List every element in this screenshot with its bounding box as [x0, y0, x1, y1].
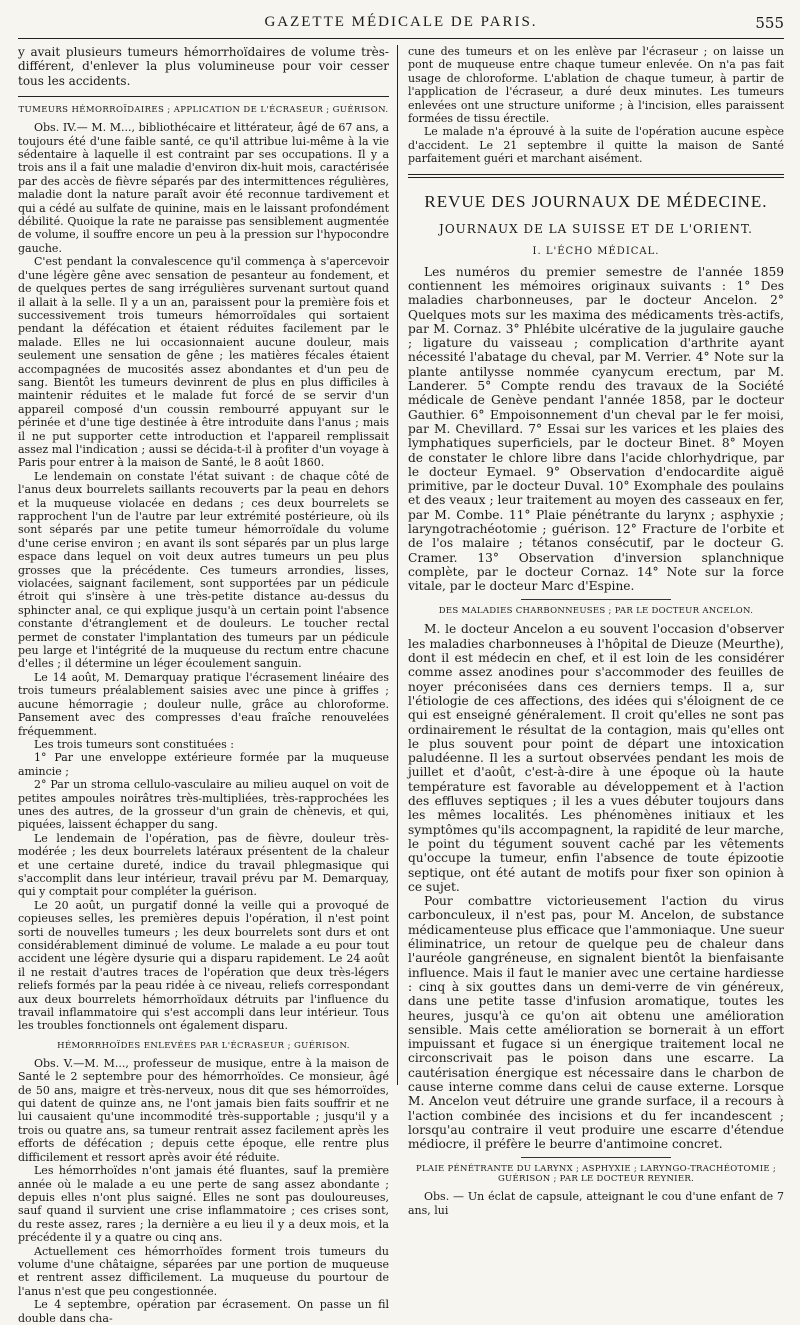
left-column	[18, 45, 398, 1325]
paragraph: Le lendemain de l'opération, pas de fièvre, douleur très-modérée ; les deux bourrelets latéraux présentent de la chaleur et une certaine dureté, indice du travail phlegmasique qui s'accomplit dans leur intérieur, travail prévu par M. Demarquay, qui y comptait pour compléter la guérison.	[18, 831, 389, 899]
divider	[521, 1157, 671, 1158]
revue-subtitle: JOURNAUX DE LA SUISSE ET DE L'ORIENT.	[439, 221, 753, 236]
section-heading: HÉMORRHOÏDES ENLEVÉES PAR L'ÉCRASEUR ; GUÉRISON.	[57, 1040, 350, 1051]
page-number: 555	[755, 14, 784, 32]
lede-paragraph: y avait plusieurs tumeurs hémorrhoïdaires de volume très-différent, d'enlever la plus volumineuse pour voir cesser tous les accidents.	[18, 45, 389, 88]
paragraph: C'est pendant la convalescence qu'il commença à s'apercevoir d'une légère gêne avec sensation de pesanteur au fondement, et de quelques pertes de sang irrégulières survenant surtout quand il allait à la selle. Il y a un an, paraissent pour la première fois et successivement trois tumeurs hémorroïdales qui sortaient pendant la défécation et étaient réduites facilement par le malade. Elles ne lui occasionnaient aucune douleur, mais seulement une sensation de gêne ; les matières fécales étaient accompagnées de mucosités assez abondantes et d'un peu de sang. Bientôt les tumeurs devinrent de plus en plus difficiles à maintenir réduites et le malade fut forcé de se servir d'un appareil composé d'un coussin rembourré appuyant sur le périnée et d'une tige destinée à être introduite dans l'anus ; mais il ne put supporter cette introduction et l'appareil remplissait assez mal l'indication ; aussi se décida-t-il à profiter d'un voyage à Paris pour entrer à la maison de Santé, le 8 août 1860.	[18, 255, 389, 470]
paragraph: Pour combattre victorieusement l'action du virus carbonculeux, il n'est pas, pour M. Ancelon, de substance médicamenteuse plus efficace que l'ammoniaque. Une sueur éliminatrice, un retour de quelque peu de chaleur dans l'auréole gangréneuse, en signalent bientôt la bienfaisante influence. Mais il faut le manier avec une certaine hardiesse : cinq à six gouttes dans un demi-verre de vin généreux, dans une petite tasse d'infusion aromatique, toutes les heures, jusqu'à ce qu'on ait obtenu une amélioration sensible. Mais cette amélioration se bornerait à un effort impuissant et fugace si un énergique traitement local ne circonscrivait pas le poison dans une escarre. La cautérisation énergique est nécessaire dans le charbon de cause interne comme dans celui de cause externe. Lorsque M. Ancelon veut détruire une grande surface, il a recours à l'action combinée des incisions et du fer incandescent ; lorsqu'au contraire il veut produire une escarre d'étendue médiocre, il préfère le beurre d'antimoine concret.	[408, 894, 784, 1152]
list-item: 1° Par une enveloppe extérieure formée par la muqueuse amincie ;	[18, 751, 389, 778]
section-heading: PLAIE PÉNÉTRANTE DU LARYNX ; ASPHYXIE ; LARYNGO-TRACHÉOTOMIE ; GUÉRISON ; PAR LE DOCTEUR REYNIER.	[415, 1164, 777, 1185]
summary-paragraph: Les numéros du premier semestre de l'année 1859 contiennent les mémoires originaux suivants : 1° Des maladies charbonneuses, par le docteur Ancelon. 2° Quelques mots sur les maxima des médicaments très-actifs, par M. Cornaz. 3° Phlébite ulcérative de la jugulaire gauche ; ligature du vaisseau ; complication d'arthrite ayant nécessité l'abatage du cheval, par M. Verrier. 4° Note sur la plante antilysse nommée cyanycum erectum, par M. Landerer. 5° Compte rendu des travaux de la Société médicale de Genève pendant l'année 1858, par le docteur Gauthier. 6° Empoisonnement d'un cheval par le fer moisi, par M. Chevillard. 7° Essai sur les varices et les plaies des lymphatiques superficiels, par le docteur Binet. 8° Moyen de constater le chlore libre dans l'acide chlorhydrique, par le docteur Eymael. 9° Observation d'endocardite aiguë primitive, par le docteur Duval. 10° Exomphale des poulains et des veaux ; leur traitement au moyen des casseaux en fer, par M. Combe. 11° Plaie pénétrante du larynx ; asphyxie ; laryngotrachéotomie ; guérison. 12° Fracture de l'orbite et de l'os malaire ; tétanos consécutif, par le docteur G. Cramer. 13° Observation d'inversion splanchnique complète, par le docteur Cornaz. 14° Note sur la force vitale, par le docteur Marc d'Espine.	[408, 264, 784, 594]
paragraph: Les hémorrhoïdes n'ont jamais été fluantes, sauf la première année où le malade a eu une perte de sang assez abondante ; depuis elles n'ont plus saigné. Elles ne sont pas douloureuses, sauf quand il survient une crise inflammatoire ; ces crises sont, du reste assez, rares ; la dernière a eu lieu il y a deux mois, et la précédente il y a quatre ou cinq ans.	[18, 1164, 389, 1245]
paragraph: Obs. — Un éclat de capsule, atteignant le cou d'une enfant de 7 ans, lui	[408, 1190, 784, 1217]
lede-block	[18, 45, 389, 88]
section-rule	[408, 177, 784, 178]
paragraph: Le 20 août, un purgatif donné la veille qui a provoqué de copieuses selles, les premières depuis l'opération, il n'est point sorti de nouvelles tumeurs ; les deux bourrelets sont durs et ont considérablement diminué de volume. Le malade a eu pour tout accident une légère dysurie qui a disparu rapidement. Le 24 août il ne restait d'autres traces de l'opération que deux très-légers reliefs formés par la peau ridée à ce niveau, reliefs correspondant aux deux bourrelets hémorrhoïdaux détruits par l'influence du travail inflammatoire qui s'est accompli dans leur intérieur. Tous les troubles fonctionnels ont également disparu.	[18, 898, 389, 1033]
journal-title: GAZETTE MÉDICALE DE PARIS.	[264, 14, 538, 30]
paragraph: Actuellement ces hémorrhoïdes forment trois tumeurs du volume d'une châtaigne, séparées par une portion de muqueuse et rentrent assez difficilement. La muqueuse du pourtour de l'anus n'est que peu congestionnée.	[18, 1244, 389, 1298]
revue-subsection: I. L'ÉCHO MÉDICAL.	[532, 245, 660, 257]
summary-block	[408, 265, 784, 594]
divider	[521, 599, 671, 600]
paragraph: Le 14 août, M. Demarquay pratique l'écrasement linéaire des trois tumeurs préalablement saisies avec une pince à griffes ; aucune hémorragie ; douleur nulle, grâce au chloroforme. Pansement avec des compresses d'eau fraîche renouvelées fréquemment.	[18, 670, 389, 738]
section-rule	[18, 96, 389, 97]
paragraph: Les trois tumeurs sont constituées :	[34, 737, 234, 751]
paragraph: cune des tumeurs et on les enlève par l'écraseur ; on laisse un pont de muqueuse entre chaque tumeur enlevée. On n'a pas fait usage de chloroforme. L'ablation de chaque tumeur, à partir de l'application de l'écraseur, a duré deux minutes. Les tumeurs enlevées ont une structure uniforme ; à l'incision, elles paraissent formées de tissu érectile.	[408, 45, 784, 126]
paragraph: Le malade n'a éprouvé à la suite de l'opération aucune espèce d'accident. Le 21 septembre il quitte la maison de Santé parfaitement guéri et marchant aisément.	[408, 125, 784, 166]
paragraph: M. le docteur Ancelon a eu souvent l'occasion d'observer les maladies charbonneuses à l'hôpital de Dieuze (Meurthe), dont il est médecin en chef, et il est loin de les considérer comme assez anodines pour s'accommoder des feuilles de noyer préconisées dans ces derniers temps. Il a, sur l'étiologie de ces affections, des idées qui s'éloignent de ce qui est enseigné généralement. Il croit qu'elles ne sont pas ordinairement le résultat de la contagion, mais qu'elles ont le plus souvent pour point de départ une intoxication paludéenne. Il les a surtout observées pendant les mois de juillet et d'août, c'est-à-dire à une époque où la haute température est favorable au développement et à l'action des effluves septiques ; il les a vues débuter toujours dans les mêmes localités. Les phénomènes initiaux et les symptômes qu'ils accompagnent, la rapidité de leur marche, le point du tégument souvent caché par les vêtements qu'occupe la tumeur, enfin l'absence de toute épizootie septique, ont été autant de motifs pour fixer son opinion à ce sujet.	[408, 622, 784, 894]
paragraph: Le lendemain on constate l'état suivant : de chaque côté de l'anus deux bourrelets saillants recouverts par la peau en dehors et la muqueuse violacée en dedans ; ces deux bourrelets se rapprochent l'un de l'autre par leur extrémité postérieure, où ils sont séparés par une petite tumeur hémorroïdale du volume d'une cerise environ ; en avant ils sont séparés par un plus large espace dans lequel on voit deux autres tumeurs un peu plus grosses que la précédente. Ces tumeurs arrondies, lisses, violacées, saignant facilement, sont supportées par un pédicule étroit qui s'insère à une très-petite distance au-dessus du sphincter anal, ce qui explique jusqu'à un certain point l'absence constante d'étranglement et de douleurs. Le toucher rectal permet de constater l'implantation des tumeurs par un pédicule peu large et l'intégrité de la muqueuse du rectum entre chacune d'elles ; il détermine un léger écoulement sanguin.	[18, 469, 389, 671]
running-head	[18, 8, 784, 39]
list-item: 2° Par un stroma cellulo-vasculaire au milieu auquel on voit de petites ampoules noirâtres très-multipliées, très-rapprochées les unes des autres, de la grosseur d'un grain de chènevis, et qui, piquées, laissent échapper du sang.	[18, 778, 389, 832]
paragraph: Obs. V.—M. M..., professeur de musique, entre à la maison de Santé le 2 septembre pour des hémorrhoïdes. Ce monsieur, âgé de 50 ans, maigre et très-nerveux, nous dit que ses hémorroïdes, qui datent de quinze ans, ne l'ont jamais bien faits souffrir et ne lui causaient qu'une incommodité très-supportable ; jusqu'il y a trois ou quatre ans, sa tumeur rentrait assez facilement après les efforts de défécation ; depuis cette époque, elle rentre plus difficilement et ressort après avoir été réduite.	[18, 1056, 389, 1164]
paragraph: Obs. IV.— M. M..., bibliothécaire et littérateur, âgé de 67 ans, a toujours été d'une faible santé, ce qu'il attribue lui-même à la vie sédentaire à laquelle il est contraint par ses occupations. Il y a trois ans il a fait une maladie d'environ dix-huit mois, caractérisée par des accès de fièvre séparés par des intermittences régulières, maladie dont la nature paraît avoir été reconnue tardivement et qui a cédé au sulfate de quinine, mais en le laissant profondément débilité. Quoique la rate ne paraisse pas sensiblement augmentée de volume, il souffre encore un peu à la pression sur l'hypocondre gauche.	[18, 121, 389, 255]
columns	[18, 45, 784, 1325]
revue-title: REVUE DES JOURNAUX DE MÉDECINE.	[424, 191, 768, 211]
section-heading: TUMEURS HÉMORROÏDAIRES ; APPLICATION DE L'ÉCRASEUR ; GUÉRISON.	[18, 105, 389, 116]
right-column	[398, 45, 784, 1217]
ancelon-block	[408, 622, 784, 1151]
section-heading: DES MALADIES CHARBONNEUSES ; PAR LE DOCTEUR ANCELON.	[438, 606, 754, 617]
section-rule	[408, 174, 784, 175]
paragraph: Le 4 septembre, opération par écrasement. On passe un fil double dans cha-	[18, 1298, 389, 1325]
